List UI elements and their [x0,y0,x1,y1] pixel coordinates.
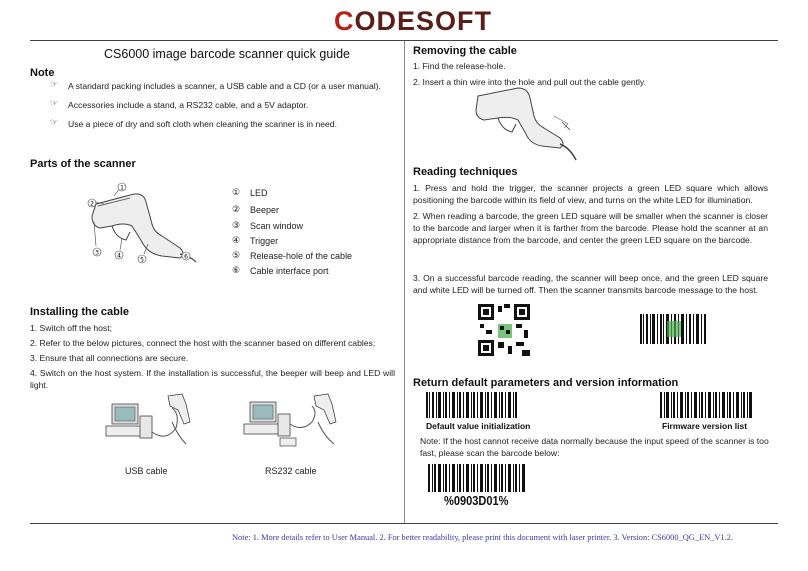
pointing-hand-icon: ☞ [50,99,59,109]
default-value-barcode[interactable] [426,392,518,418]
default-value-label: Default value initialization [426,421,531,431]
part-number: ⑤ [232,251,241,261]
firmware-version-barcode[interactable] [660,392,752,418]
install-step-4: 4. Switch on the host system. If the installation is successful, the beeper will beep and LED will light. [30,368,395,390]
removing-heading: Removing the cable [413,45,517,57]
remove-step-1: 1. Find the release-hole. [413,61,506,71]
part-label-led: LED [250,188,268,198]
svg-text:5: 5 [140,256,144,264]
note-item-1: A standard packing includes a scanner, a USB cable and a CD (or a user manual). [68,81,381,91]
install-step-2: 2. Refer to the below pictures, connect the host with the scanner based on different cables; [30,338,376,348]
note-item-3: Use a piece of dry and soft cloth when cleaning the scanner is in need. [68,119,337,129]
svg-text:3: 3 [95,249,99,257]
firmware-version-label: Firmware version list [662,421,748,431]
linear-barcode-sample [640,314,706,344]
column-divider [404,41,405,523]
brand-logo [334,6,493,40]
svg-text:6: 6 [184,253,188,261]
rs232-cable-label: RS232 cable [265,466,317,476]
part-label-release-hole: Release-hole of the cable [250,251,353,261]
part-number: ⑥ [232,266,241,276]
part-label-scan-window: Scan window [250,221,304,231]
input-speed-barcode[interactable] [428,464,526,492]
pointing-hand-icon: ☞ [50,118,59,128]
install-step-3: 3. Ensure that all connections are secure. [30,353,189,363]
install-step-1: 1. Switch off the host; [30,323,113,333]
reading-step-1: 1. Press and hold the trigger, the scanner projects a green LED square which allows positioning the barcode within its field of view, and turns on the white LED for illumination. [413,183,768,205]
part-label-trigger: Trigger [250,236,279,246]
return-default-heading: Return default parameters and version information [413,377,679,389]
svg-text:4: 4 [117,252,121,260]
pointing-hand-icon: ☞ [50,80,59,90]
guide-title: CS6000 image barcode scanner quick guide [104,47,350,61]
reading-heading: Reading techniques [413,166,518,178]
usb-connection-illustration [100,392,200,452]
usb-cable-label: USB cable [125,466,168,476]
cable-removal-illustration [470,86,590,162]
logo-rest: ODESOFT [354,6,493,36]
remove-step-2: 2. Insert a thin wire into the hole and pull out the cable gently. [413,77,646,87]
logo-accent-letter: C [334,6,355,36]
part-number: ③ [232,221,241,231]
part-number: ④ [232,236,241,246]
parts-heading: Parts of the scanner [30,158,136,170]
footer-note: Note: 1. More details refer to User Manual. 2. For better readability, please print this document with laser printer. 3. Version: CS6000_QG_EN_V1.2. [232,533,733,542]
barcode-code-text: %0903D01% [444,493,509,508]
reading-step-2: 2. When reading a barcode, the green LED square will be smaller when the scanner is closer to the barcode and larger when it is farther from the barcode. Please hold the scanner at an appropriate distance from the barcode, and center the green LED square on the barcode. [413,211,768,245]
installing-heading: Installing the cable [30,306,130,318]
speed-note: Note: If the host cannot receive data normally because the input speed of the scanner is too fast, please scan the barcode below: [420,436,769,458]
note-item-2: Accessories include a stand, a RS232 cable, and a 5V adaptor. [68,100,309,110]
bottom-rule [30,523,778,524]
rs232-connection-illustration [242,392,352,452]
qr-code-sample [476,302,532,358]
part-number: ② [232,205,241,215]
reading-step-3: 3. On a successful barcode reading, the scanner will beep once, and the green LED square and white LED will be turned off. Then the scanner transmits barcode message to the host. [413,273,768,295]
svg-text:2: 2 [90,200,94,208]
scanner-parts-illustration [82,182,202,270]
part-label-cable-port: Cable interface port [250,266,329,276]
note-heading: Note [30,67,55,79]
svg-text:1: 1 [120,184,124,192]
part-number: ① [232,188,241,198]
part-label-beeper: Beeper [250,205,280,215]
